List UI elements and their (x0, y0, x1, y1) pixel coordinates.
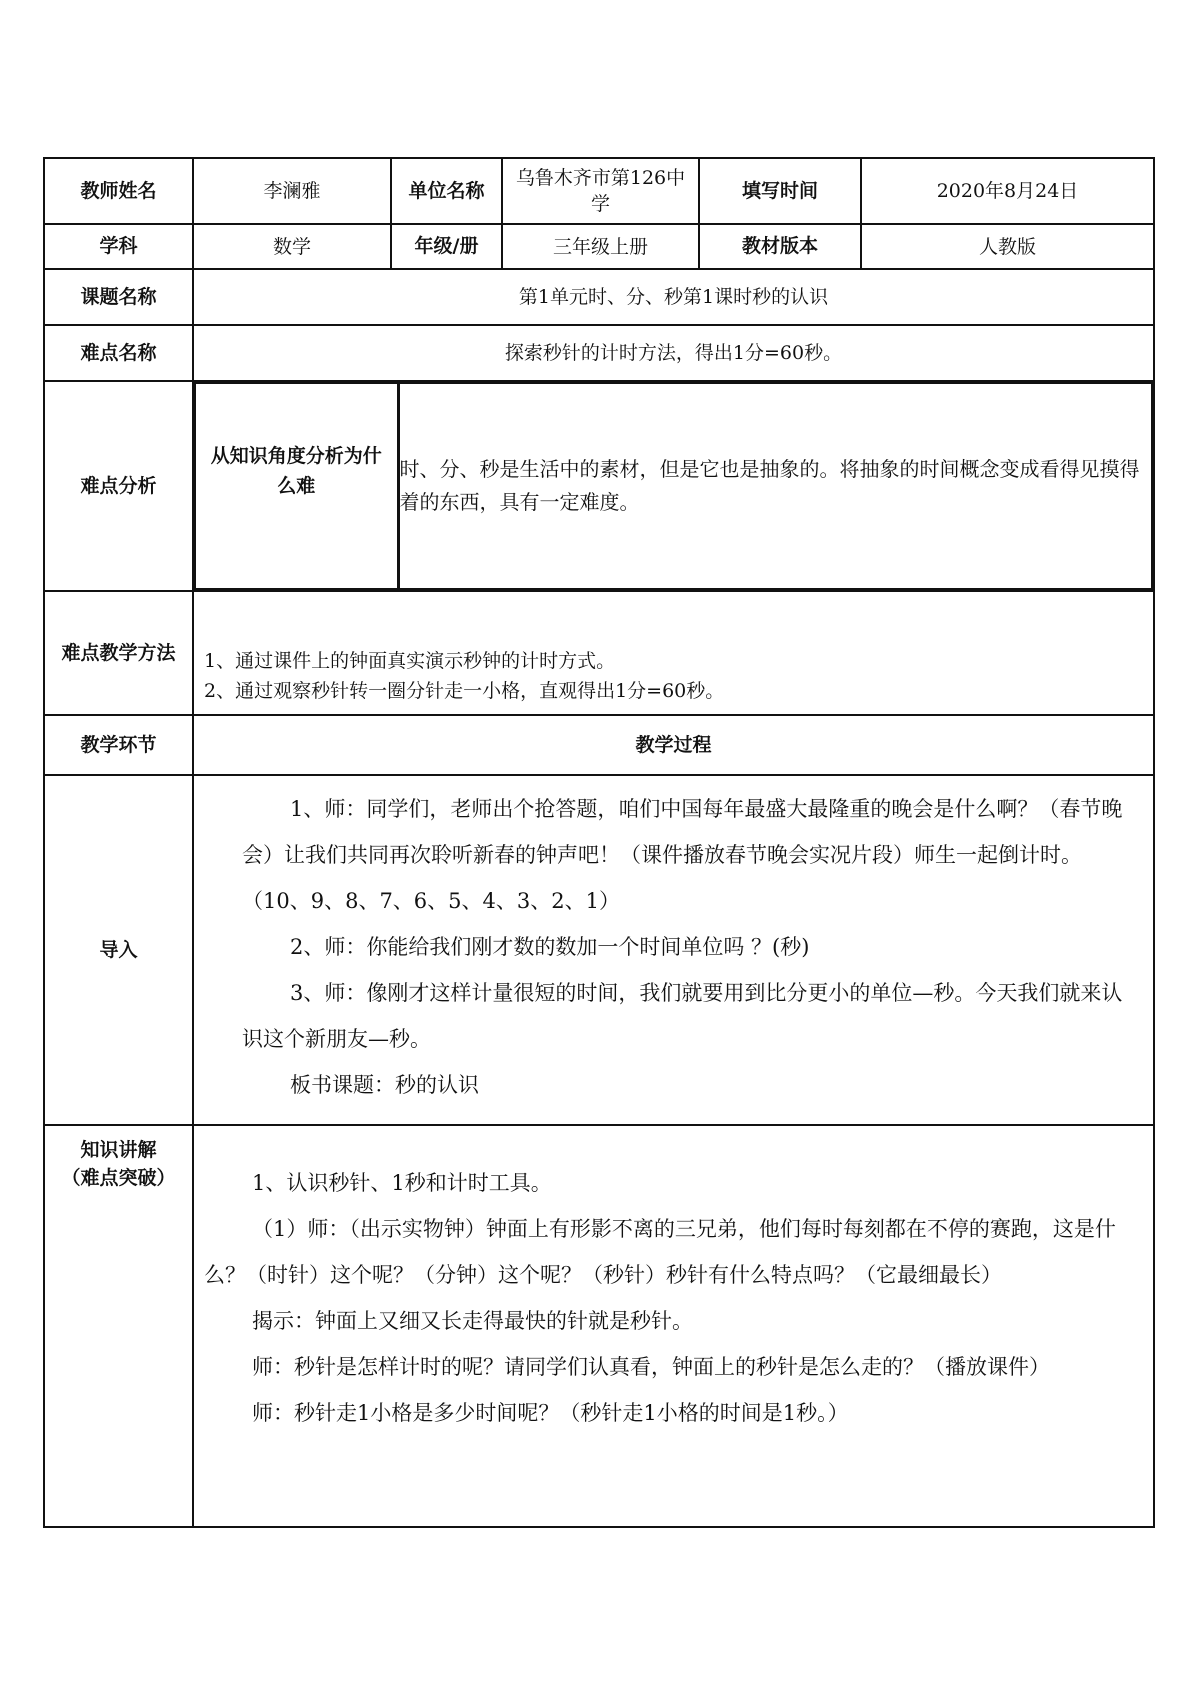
row-method (44, 591, 1154, 715)
difficulty-value: 探索秒针的计时方法，得出1分=60秒。 (193, 325, 1154, 381)
topic-value: 第1单元时、分、秒第1课时秒的认识 (193, 269, 1154, 325)
analysis-inner-table (194, 382, 1153, 590)
analysis-sub-label: 从知识角度分析为什么难 (195, 383, 398, 589)
row-teacher-info (44, 158, 1154, 224)
knowledge-paragraph-5: 师：秒针走1小格是多少时间呢？（秒针走1小格的时间是1秒。） (252, 1401, 849, 1425)
knowledge-paragraph-2: （1）师：（出示实物钟）钟面上有形影不离的三兄弟，他们每时每刻都在不停的赛跑，这是什么？（时针）这个呢？（分钟）这个呢？（秒针）秒针有什么特点吗？（它最细最长） (204, 1217, 1116, 1287)
analysis-text: 时、分、秒是生活中的素材，但是它也是抽象的。将抽象的时间概念变成看得见摸得着的东西，具有一定难度。 (398, 383, 1152, 589)
intro-paragraph-2: 2、师：你能给我们刚才数的数加一个时间单位吗 ？(秒) (290, 935, 810, 959)
analysis-cell (193, 381, 1154, 591)
method-line-1: 1、通过课件上的钟面真实演示秒钟的计时方式。 (204, 650, 616, 672)
intro-paragraph-4: 板书课题：秒的认识 (290, 1073, 479, 1097)
intro-paragraph-1: 1、师：同学们，老师出个抢答题，咱们中国每年最盛大最隆重的晚会是什么啊？（春节晚会）让我们共同再次聆听新春的钟声吧！（课件播放春节晚会实况片段）师生一起倒计时。（10、9、8、7、6、5、4、3、2、1） (242, 797, 1123, 913)
row-topic (44, 269, 1154, 325)
edition-value: 人教版 (861, 224, 1154, 269)
date-value: 2020年8月24日 (861, 158, 1154, 224)
intro-content (193, 775, 1154, 1125)
teacher-name-value: 李澜雅 (193, 158, 391, 224)
row-analysis (44, 381, 1154, 591)
method-cell (193, 591, 1154, 715)
topic-label: 课题名称 (44, 269, 193, 325)
knowledge-paragraph-3: 揭示：钟面上又细又长走得最快的针就是秒针。 (252, 1309, 693, 1333)
method-line-2: 2、通过观察秒针转一圈分针走一小格，直观得出1分=60秒。 (204, 680, 725, 702)
knowledge-paragraph-4: 师：秒针是怎样计时的呢？请同学们认真看，钟面上的秒针是怎么走的？（播放课件） (252, 1355, 1050, 1379)
subject-value: 数学 (193, 224, 391, 269)
knowledge-label-line-1: 知识讲解 (80, 1139, 157, 1161)
intro-label: 导入 (44, 775, 193, 1125)
row-subject-info (44, 224, 1154, 269)
difficulty-label: 难点名称 (44, 325, 193, 381)
lesson-plan-sheet (43, 157, 1153, 1528)
knowledge-paragraph-1: 1、认识秒针、1秒和计时工具。 (252, 1171, 552, 1195)
stage-header: 教学环节 (44, 715, 193, 775)
row-process-header (44, 715, 1154, 775)
intro-paragraph-3: 3、师：像刚才这样计量很短的时间，我们就要用到比分更小的单位—秒。今天我们就来认识这个新朋友—秒。 (242, 981, 1123, 1051)
teacher-name-label: 教师姓名 (44, 158, 193, 224)
grade-label: 年级/册 (391, 224, 502, 269)
date-label: 填写时间 (699, 158, 861, 224)
knowledge-content (193, 1125, 1154, 1527)
grade-value: 三年级上册 (502, 224, 699, 269)
subject-label: 学科 (44, 224, 193, 269)
lesson-plan-table (43, 157, 1155, 1528)
process-header: 教学过程 (193, 715, 1154, 775)
knowledge-label-line-2: （难点突破） (61, 1167, 176, 1189)
unit-name-label: 单位名称 (391, 158, 502, 224)
row-difficulty (44, 325, 1154, 381)
method-label: 难点教学方法 (44, 591, 193, 715)
row-intro (44, 775, 1154, 1125)
unit-name-value: 乌鲁木齐市第126中学 (502, 158, 699, 224)
knowledge-label (44, 1125, 193, 1527)
analysis-label: 难点分析 (44, 381, 193, 591)
edition-label: 教材版本 (699, 224, 861, 269)
row-knowledge (44, 1125, 1154, 1527)
